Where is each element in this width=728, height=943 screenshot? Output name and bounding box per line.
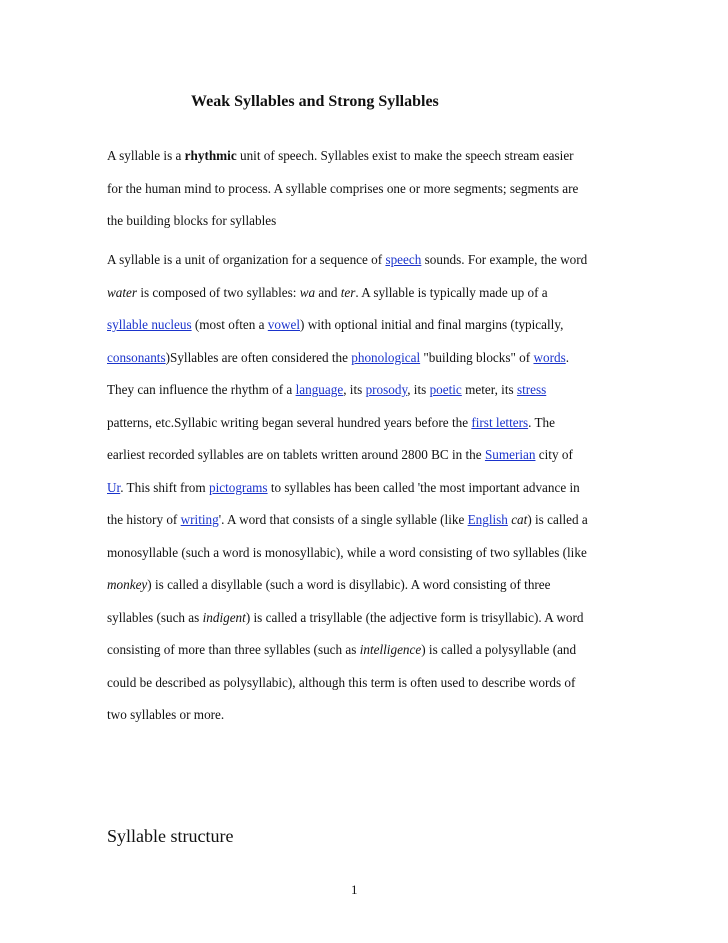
text: patterns, etc.Syllabic writing began several hundred years before the: [107, 414, 472, 430]
link-first-letters[interactable]: first letters: [471, 414, 529, 430]
text: .: [565, 349, 570, 365]
italic-text: water: [107, 284, 138, 300]
text-line: [107, 250, 627, 283]
link-language[interactable]: language: [295, 382, 344, 397]
text: ) with optional initial and final margins (typically,: [300, 317, 564, 332]
text-line: [107, 380, 627, 413]
italic-text: intelligence: [359, 642, 422, 657]
text: , its: [343, 382, 366, 397]
page-title: Weak Syllables and Strong Syllables: [191, 93, 439, 110]
text: A syllable is a unit of organization for a sequence of: [107, 252, 386, 267]
text: . The: [528, 414, 555, 430]
text-line: [107, 211, 627, 244]
text: )Syllables are often considered the: [165, 349, 352, 365]
text: (most often a: [191, 317, 268, 332]
text-line: [107, 608, 627, 641]
link-vowel[interactable]: vowel: [267, 317, 301, 332]
italic-text: ter: [340, 284, 356, 300]
text: sounds. For example, the word: [421, 252, 588, 267]
text: for the human mind to process. A syllable comprises one or more segments; segments are: [107, 180, 579, 196]
page-number: 1: [351, 882, 358, 897]
link-writing[interactable]: writing: [180, 512, 219, 527]
text: to syllables has been called 'the most important advance in: [267, 479, 580, 495]
text: and: [315, 284, 341, 300]
text: . A syllable is typically made up of a: [355, 284, 548, 300]
text: two syllables or more.: [107, 707, 225, 722]
link-pictograms[interactable]: pictograms: [208, 479, 268, 495]
link-consonants[interactable]: consonants: [107, 349, 166, 365]
link-phonological[interactable]: phonological: [351, 349, 421, 365]
text-line: [107, 543, 627, 576]
link-poetic[interactable]: poetic: [429, 382, 462, 397]
text: could be described as polysyllabic), although this term is often used to describe words of: [107, 674, 576, 690]
link-speech[interactable]: speech: [385, 252, 422, 267]
text: is composed of two syllables:: [137, 284, 300, 300]
text: '. A word that consists of a single syllable (like: [218, 512, 468, 527]
text-line: [107, 445, 627, 478]
text-line: [107, 575, 627, 608]
paragraph-2: [107, 250, 627, 738]
text: syllables (such as: [107, 609, 203, 625]
link-english[interactable]: English: [467, 512, 508, 527]
text-line: [107, 705, 627, 738]
link-stress[interactable]: stress: [516, 382, 547, 397]
text-line: [107, 179, 627, 212]
link-syllable-nucleus[interactable]: syllable nucleus: [107, 317, 192, 332]
text: unit of speech. Syllables exist to make the speech stream easier: [236, 148, 574, 163]
text-line: [107, 510, 627, 543]
text: the building blocks for syllables: [107, 213, 277, 228]
text-line: [107, 413, 627, 446]
text: ) is called a: [527, 512, 588, 527]
text-line: [107, 478, 627, 511]
text: They can influence the rhythm of a: [107, 382, 296, 397]
text-line: [107, 283, 627, 316]
text: meter, its: [461, 382, 517, 397]
link-sumerian[interactable]: Sumerian: [484, 447, 536, 462]
text: city of: [535, 447, 573, 462]
italic-text: monkey: [107, 577, 148, 592]
text: monosyllable (such a word is monosyllabic), while a word consisting of two syllables (like: [107, 544, 587, 560]
text: the history of: [107, 512, 181, 527]
link-words[interactable]: words: [533, 349, 566, 365]
text-line: [107, 315, 627, 348]
paragraph-1: [107, 146, 627, 244]
italic-text: indigent: [202, 609, 246, 625]
link-prosody[interactable]: prosody: [365, 382, 408, 397]
text: , its: [407, 382, 430, 397]
text: ) is called a polysyllable (and: [421, 642, 577, 657]
text: ) is called a trisyllable (the adjective form is trisyllabic). A word: [245, 609, 584, 625]
text: earliest recorded syllables are on tablets written around 2800 BC in the: [107, 447, 485, 462]
bold-text: rhythmic: [184, 148, 237, 163]
text: ) is called a disyllable (such a word is disyllabic). A word consisting of three: [147, 577, 551, 592]
link-ur[interactable]: Ur: [107, 479, 121, 495]
italic-text: cat: [511, 512, 528, 527]
text-line: [107, 146, 627, 179]
section-heading: Syllable structure: [107, 826, 234, 846]
text-line: [107, 640, 627, 673]
text-line: [107, 348, 627, 381]
text: consisting of more than three syllables (such as: [107, 642, 360, 657]
text-line: [107, 673, 627, 706]
text: . This shift from: [120, 479, 209, 495]
text: "building blocks" of: [420, 349, 534, 365]
italic-text: wa: [299, 284, 316, 300]
text: A syllable is a: [107, 148, 185, 163]
